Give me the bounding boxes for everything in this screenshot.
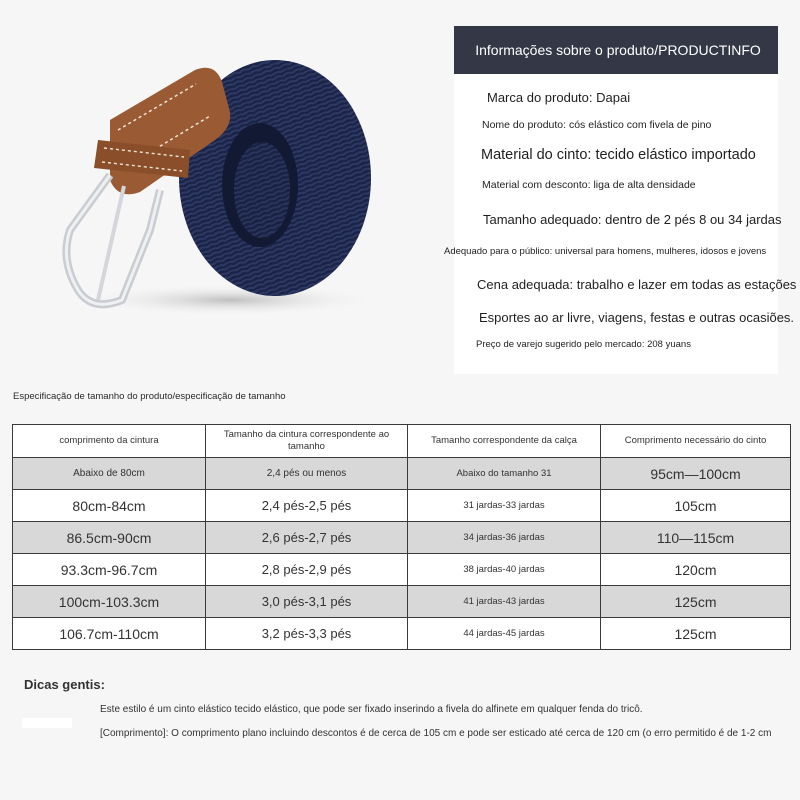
cell-waist-size: 2,6 pés-2,7 pés (206, 522, 408, 554)
info-discount-material: Material com desconto: liga de alta densidade (482, 179, 696, 191)
table-row (13, 458, 791, 490)
header-waist-size: Tamanho da cintura correspondente ao tamanho (206, 425, 408, 458)
header-pants-size: Tamanho correspondente da calça (408, 425, 601, 458)
cell-belt-length: 120cm (601, 554, 791, 586)
cell-waist-size: 3,0 pés-3,1 pés (206, 586, 408, 618)
cell-belt-length: 105cm (601, 490, 791, 522)
tip-line-style: Este estilo é um cinto elástico tecido elástico, que pode ser fixado inserindo a fivela do alfinete em qualquer fenda do tricô. (100, 704, 643, 715)
cell-pants-size: 41 jardas-43 jardas (408, 586, 601, 618)
table-row (13, 554, 791, 586)
cell-belt-length: 125cm (601, 618, 791, 650)
tips-title: Dicas gentis: (24, 677, 105, 692)
info-occasions: Esportes ao ar livre, viagens, festas e outras ocasiões. (479, 310, 795, 325)
cell-pants-size: 44 jardas-45 jardas (408, 618, 601, 650)
cell-waist-length: 93.3cm-96.7cm (13, 554, 206, 586)
braided-belt-image (0, 0, 450, 360)
info-audience: Adequado para o público: universal para homens, mulheres, idosos e jovens (444, 246, 767, 257)
table-row (13, 490, 791, 522)
header-belt-length: Comprimento necessário do cinto (601, 425, 791, 458)
table-row (13, 586, 791, 618)
product-photo (0, 0, 450, 360)
info-product-name: Nome do produto: cós elástico com fivela de pino (482, 119, 712, 131)
tips-divider (22, 718, 72, 728)
cell-pants-size: 31 jardas-33 jardas (408, 490, 601, 522)
cell-waist-size: 2,8 pés-2,9 pés (206, 554, 408, 586)
cell-belt-length: 110—115cm (601, 522, 791, 554)
cell-waist-size: 2,4 pés ou menos (206, 458, 408, 490)
cell-waist-length: 106.7cm-110cm (13, 618, 206, 650)
cell-pants-size: 34 jardas-36 jardas (408, 522, 601, 554)
table-row (13, 522, 791, 554)
info-scene: Cena adequada: trabalho e lazer em todas as estações (477, 277, 797, 292)
info-suitable-size: Tamanho adequado: dentro de 2 pés 8 ou 34 jardas (483, 212, 782, 227)
table-row (13, 618, 791, 650)
cell-waist-length: 80cm-84cm (13, 490, 206, 522)
table-header-row (13, 425, 791, 458)
cell-belt-length: 125cm (601, 586, 791, 618)
size-table (12, 424, 791, 650)
cell-pants-size: Abaixo do tamanho 31 (408, 458, 601, 490)
cell-pants-size: 38 jardas-40 jardas (408, 554, 601, 586)
size-table-title: Especificação de tamanho do produto/especificação de tamanho (13, 391, 286, 402)
info-retail-price: Preço de varejo sugerido pelo mercado: 208 yuans (476, 339, 691, 350)
cell-waist-length: Abaixo de 80cm (13, 458, 206, 490)
cell-belt-length: 95cm—100cm (601, 458, 791, 490)
header-waist-length: comprimento da cintura (13, 425, 206, 458)
info-belt-material: Material do cinto: tecido elástico importado (481, 147, 756, 163)
info-card-title: Informações sobre o produto/PRODUCTINFO (454, 26, 778, 74)
cell-waist-size: 2,4 pés-2,5 pés (206, 490, 408, 522)
cell-waist-length: 86.5cm-90cm (13, 522, 206, 554)
info-brand: Marca do produto: Dapai (487, 90, 631, 105)
cell-waist-length: 100cm-103.3cm (13, 586, 206, 618)
tip-line-length: [Comprimento]: O comprimento plano incluindo descontos é de cerca de 105 cm e pode ser esticado até cerca de 120 cm (o erro permitido é de 1-2 cm (100, 728, 772, 739)
cell-waist-size: 3,2 pés-3,3 pés (206, 618, 408, 650)
